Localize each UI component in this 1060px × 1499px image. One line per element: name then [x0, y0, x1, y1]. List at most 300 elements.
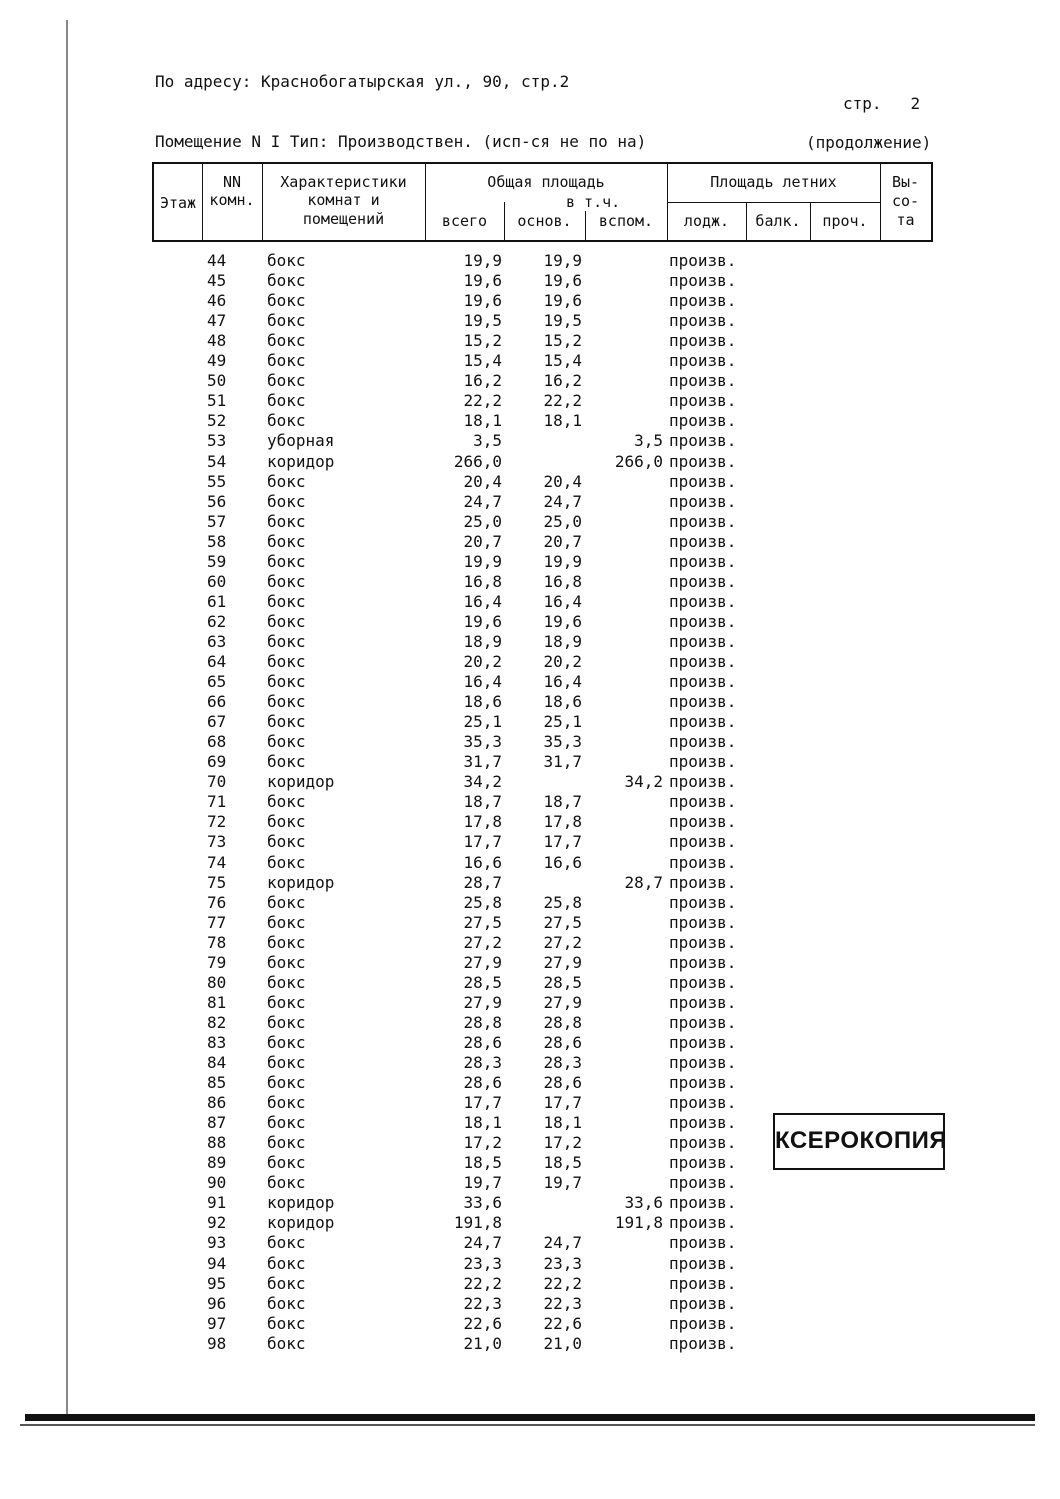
- room-number: 94: [207, 1253, 227, 1273]
- room-purpose: произв.: [669, 1133, 737, 1153]
- area-main: 22,2: [543, 391, 582, 411]
- room-type: бокс: [267, 611, 306, 631]
- room-type: бокс: [267, 1093, 306, 1113]
- room-purpose: произв.: [669, 531, 737, 551]
- room-number: 88: [207, 1133, 227, 1153]
- room-type: бокс: [267, 692, 306, 712]
- address-line: По адресу: Краснобогатырская ул., 90, стр.2: [155, 72, 570, 91]
- room-number: 62: [207, 611, 227, 631]
- area-main: 28,6: [543, 1032, 582, 1052]
- page-number-value: 2: [910, 94, 921, 113]
- room-purpose: произв.: [669, 732, 737, 752]
- area-main: 27,9: [543, 992, 582, 1012]
- room-purpose: произв.: [669, 1113, 737, 1133]
- area-total: 28,6: [463, 1032, 502, 1052]
- area-total: 24,7: [463, 491, 502, 511]
- room-type: бокс: [267, 411, 306, 431]
- col-main: основ.: [517, 212, 572, 230]
- area-main: 19,6: [543, 611, 582, 631]
- area-main: 25,1: [543, 712, 582, 732]
- area-main: 19,5: [543, 311, 582, 331]
- room-number: 49: [207, 351, 227, 371]
- room-purpose: произв.: [669, 692, 737, 712]
- room-type: бокс: [267, 1313, 306, 1333]
- area-total: 20,2: [463, 652, 502, 671]
- room-number: 77: [207, 912, 227, 932]
- area-aux: 34,2: [624, 772, 663, 792]
- room-type: бокс: [267, 331, 306, 351]
- area-total: 18,7: [463, 792, 502, 812]
- room-type: бокс: [267, 1173, 306, 1193]
- room-number: 59: [207, 551, 227, 571]
- area-main: 20,2: [543, 652, 582, 671]
- room-purpose: произв.: [669, 1073, 737, 1093]
- room-purpose: произв.: [669, 872, 737, 892]
- area-total: 35,3: [463, 732, 502, 752]
- room-type: бокс: [267, 992, 306, 1012]
- room-number: 81: [207, 992, 227, 1012]
- area-total: 19,9: [463, 551, 502, 571]
- area-main: 28,6: [543, 1073, 582, 1093]
- area-main: 28,8: [543, 1012, 582, 1032]
- bottom-rule-thin: [20, 1424, 1035, 1426]
- area-total: 16,8: [463, 571, 502, 591]
- room-number: 69: [207, 752, 227, 772]
- col-room-no-2: комн.: [209, 191, 255, 209]
- bottom-rule: [25, 1414, 1035, 1421]
- room-type: бокс: [267, 1333, 306, 1353]
- room-number: 48: [207, 331, 227, 351]
- col-height-1: Вы-: [891, 173, 920, 191]
- area-total: 191,8: [453, 1213, 502, 1233]
- area-total: 33,6: [463, 1193, 502, 1213]
- room-purpose: произв.: [669, 251, 737, 270]
- col-aux: вспом.: [598, 212, 654, 230]
- room-purpose: произв.: [669, 631, 737, 651]
- page-number: [843, 94, 920, 113]
- area-main: 21,0: [543, 1333, 582, 1353]
- room-purpose: произв.: [669, 471, 737, 491]
- room-purpose: произв.: [669, 1093, 737, 1113]
- room-number: 51: [207, 391, 227, 411]
- area-total: 18,6: [463, 692, 502, 712]
- area-main: 24,7: [543, 1233, 582, 1253]
- area-main: 27,5: [543, 912, 582, 932]
- room-number: 95: [207, 1273, 227, 1293]
- room-number: 96: [207, 1293, 227, 1313]
- room-number: 68: [207, 732, 227, 752]
- room-type: бокс: [267, 391, 306, 411]
- area-total: 17,2: [463, 1133, 502, 1153]
- room-type: коридор: [267, 772, 335, 792]
- room-number: 60: [207, 571, 227, 591]
- room-purpose: произв.: [669, 1333, 737, 1353]
- area-main: 24,7: [543, 491, 582, 511]
- room-type: бокс: [267, 832, 306, 852]
- room-number: 97: [207, 1313, 227, 1333]
- room-type: бокс: [267, 291, 306, 311]
- area-main: 20,4: [543, 471, 582, 491]
- room-type: бокс: [267, 1293, 306, 1313]
- area-main: 17,7: [543, 832, 582, 852]
- room-purpose: произв.: [669, 431, 737, 451]
- room-number: 73: [207, 832, 227, 852]
- room-type: бокс: [267, 251, 306, 270]
- room-purpose: произв.: [669, 451, 737, 471]
- room-number: 82: [207, 1012, 227, 1032]
- col-total: всего: [441, 212, 488, 230]
- room-type: бокс: [267, 712, 306, 732]
- area-main: 28,3: [543, 1053, 582, 1072]
- area-main: 22,6: [543, 1313, 582, 1333]
- room-type: бокс: [267, 311, 306, 331]
- room-type: бокс: [267, 972, 306, 992]
- area-total: 16,2: [463, 371, 502, 391]
- room-number: 92: [207, 1213, 227, 1233]
- area-main: 16,4: [543, 672, 582, 692]
- room-number: 47: [207, 311, 227, 331]
- area-total: 17,7: [463, 1093, 502, 1113]
- area-total: 28,3: [463, 1053, 502, 1072]
- room-type: бокс: [267, 591, 306, 611]
- room-number: 86: [207, 1093, 227, 1113]
- area-total: 16,4: [463, 591, 502, 611]
- area-main: 20,7: [543, 531, 582, 551]
- area-total: 27,5: [463, 912, 502, 932]
- col-chars-2: комнат и: [307, 191, 380, 209]
- room-type: бокс: [267, 531, 306, 551]
- area-total: 22,6: [463, 1313, 502, 1333]
- area-main: 19,9: [543, 251, 582, 270]
- area-total: 27,2: [463, 932, 502, 952]
- room-purpose: произв.: [669, 331, 737, 351]
- room-purpose: произв.: [669, 1213, 737, 1233]
- area-total: 28,8: [463, 1012, 502, 1032]
- area-total: 21,0: [463, 1333, 502, 1353]
- room-number: 46: [207, 291, 227, 311]
- room-purpose: произв.: [669, 932, 737, 952]
- room-type: бокс: [267, 271, 306, 291]
- room-number: 63: [207, 631, 227, 651]
- room-purpose: произв.: [669, 752, 737, 772]
- room-type: бокс: [267, 551, 306, 571]
- room-number: 61: [207, 591, 227, 611]
- room-purpose: произв.: [669, 391, 737, 411]
- room-number: 87: [207, 1113, 227, 1133]
- room-type: бокс: [267, 1233, 306, 1253]
- area-total: 3,5: [473, 431, 502, 451]
- area-total: 18,1: [463, 1113, 502, 1133]
- room-number: 75: [207, 872, 227, 892]
- room-type: коридор: [267, 1193, 335, 1213]
- area-total: 27,9: [463, 992, 502, 1012]
- area-main: 18,6: [543, 692, 582, 712]
- continuation-label: (продолжение): [806, 133, 932, 152]
- area-main: 15,2: [543, 331, 582, 351]
- room-purpose: произв.: [669, 1053, 737, 1072]
- room-purpose: произв.: [669, 491, 737, 511]
- area-main: 25,0: [543, 511, 582, 531]
- col-total-area: Общая площадь: [487, 173, 605, 191]
- area-total: 22,2: [463, 1273, 502, 1293]
- area-total: 28,6: [463, 1073, 502, 1093]
- area-main: 19,7: [543, 1173, 582, 1193]
- room-number: 74: [207, 852, 227, 872]
- room-type: коридор: [267, 872, 335, 892]
- room-number: 55: [207, 471, 227, 491]
- room-type: бокс: [267, 1032, 306, 1052]
- room-number: 50: [207, 371, 227, 391]
- room-type: коридор: [267, 1213, 335, 1233]
- area-total: 19,6: [463, 291, 502, 311]
- page-label: стр.: [843, 94, 882, 113]
- room-type: бокс: [267, 571, 306, 591]
- room-type: бокс: [267, 491, 306, 511]
- room-type: бокс: [267, 812, 306, 832]
- room-type: бокс: [267, 792, 306, 812]
- room-number: 45: [207, 271, 227, 291]
- room-purpose: произв.: [669, 1273, 737, 1293]
- area-total: 28,7: [463, 872, 502, 892]
- area-total: 18,9: [463, 631, 502, 651]
- area-main: 16,6: [543, 852, 582, 872]
- room-purpose: произв.: [669, 792, 737, 812]
- room-type: бокс: [267, 1113, 306, 1133]
- room-purpose: произв.: [669, 812, 737, 832]
- room-purpose: произв.: [669, 972, 737, 992]
- room-purpose: произв.: [669, 411, 737, 431]
- room-number: 65: [207, 672, 227, 692]
- area-main: 22,3: [543, 1293, 582, 1313]
- room-purpose: произв.: [669, 892, 737, 912]
- area-main: 35,3: [543, 732, 582, 752]
- room-type: бокс: [267, 752, 306, 772]
- col-height-2: со-: [891, 192, 920, 210]
- room-purpose: произв.: [669, 1233, 737, 1253]
- room-type: бокс: [267, 1073, 306, 1093]
- area-total: 28,5: [463, 972, 502, 992]
- col-height-3: та: [896, 211, 915, 229]
- room-number: 53: [207, 431, 227, 451]
- room-purpose: произв.: [669, 1253, 737, 1273]
- room-type: бокс: [267, 1153, 306, 1173]
- room-type: бокс: [267, 852, 306, 872]
- room-purpose: произв.: [669, 291, 737, 311]
- col-chars-1: Характеристики: [280, 173, 407, 191]
- area-aux: 28,7: [624, 872, 663, 892]
- room-number: 79: [207, 952, 227, 972]
- room-type: бокс: [267, 1053, 306, 1072]
- area-total: 22,2: [463, 391, 502, 411]
- area-main: 22,2: [543, 1273, 582, 1293]
- area-total: 24,7: [463, 1233, 502, 1253]
- area-total: 19,6: [463, 271, 502, 291]
- area-main: 27,9: [543, 952, 582, 972]
- area-total: 23,3: [463, 1253, 502, 1273]
- area-total: 266,0: [453, 451, 502, 471]
- room-purpose: произв.: [669, 1012, 737, 1032]
- room-type: бокс: [267, 732, 306, 752]
- room-type: бокс: [267, 1253, 306, 1273]
- room-purpose: произв.: [669, 912, 737, 932]
- area-total: 15,4: [463, 351, 502, 371]
- room-purpose: произв.: [669, 591, 737, 611]
- area-aux: 3,5: [634, 431, 663, 451]
- room-purpose: произв.: [669, 1153, 737, 1173]
- room-purpose: произв.: [669, 271, 737, 291]
- left-margin-line: [66, 20, 68, 1420]
- area-total: 31,7: [463, 752, 502, 772]
- area-total: 22,3: [463, 1293, 502, 1313]
- room-purpose: произв.: [669, 832, 737, 852]
- room-number: 76: [207, 892, 227, 912]
- col-floor: Этаж: [159, 194, 197, 212]
- area-aux: 191,8: [614, 1213, 663, 1233]
- room-purpose: произв.: [669, 772, 737, 792]
- col-summer-area: Площадь летних: [710, 173, 837, 191]
- room-type: бокс: [267, 652, 306, 671]
- area-main: 18,1: [543, 1113, 582, 1133]
- room-purpose: произв.: [669, 1173, 737, 1193]
- area-total: 25,8: [463, 892, 502, 912]
- room-purpose: произв.: [669, 611, 737, 631]
- area-aux: 266,0: [614, 451, 663, 471]
- room-type: бокс: [267, 471, 306, 491]
- room-type: бокс: [267, 631, 306, 651]
- room-type: бокс: [267, 912, 306, 932]
- table-header: [152, 162, 933, 242]
- room-number: 54: [207, 451, 227, 471]
- area-main: 18,9: [543, 631, 582, 651]
- room-purpose: произв.: [669, 1293, 737, 1313]
- room-number: 66: [207, 692, 227, 712]
- area-total: 16,6: [463, 852, 502, 872]
- col-incl: в т.ч.: [566, 193, 621, 211]
- room-number: 70: [207, 772, 227, 792]
- area-main: 17,2: [543, 1133, 582, 1153]
- area-total: 20,4: [463, 471, 502, 491]
- area-total: 15,2: [463, 331, 502, 351]
- room-number: 83: [207, 1032, 227, 1052]
- room-type: бокс: [267, 932, 306, 952]
- area-main: 18,7: [543, 792, 582, 812]
- area-total: 27,9: [463, 952, 502, 972]
- room-number: 56: [207, 491, 227, 511]
- area-main: 31,7: [543, 752, 582, 772]
- area-main: 17,7: [543, 1093, 582, 1113]
- area-main: 23,3: [543, 1253, 582, 1273]
- room-type: бокс: [267, 952, 306, 972]
- room-purpose: произв.: [669, 852, 737, 872]
- room-purpose: произв.: [669, 992, 737, 1012]
- room-purpose: произв.: [669, 551, 737, 571]
- room-number: 89: [207, 1153, 227, 1173]
- room-number: 44: [207, 251, 227, 270]
- area-total: 19,5: [463, 311, 502, 331]
- room-number: 52: [207, 411, 227, 431]
- room-type: бокс: [267, 511, 306, 531]
- room-number: 80: [207, 972, 227, 992]
- area-total: 19,9: [463, 251, 502, 270]
- room-type: бокс: [267, 672, 306, 692]
- area-total: 20,7: [463, 531, 502, 551]
- room-purpose: произв.: [669, 371, 737, 391]
- area-total: 25,0: [463, 511, 502, 531]
- area-total: 19,7: [463, 1173, 502, 1193]
- area-total: 18,5: [463, 1153, 502, 1173]
- room-type: бокс: [267, 1012, 306, 1032]
- room-number: 57: [207, 511, 227, 531]
- col-chars-3: помещений: [302, 210, 385, 228]
- area-total: 17,7: [463, 832, 502, 852]
- room-type: коридор: [267, 451, 335, 471]
- room-purpose: произв.: [669, 712, 737, 732]
- room-type: бокс: [267, 371, 306, 391]
- area-total: 19,6: [463, 611, 502, 631]
- col-other: проч.: [822, 212, 868, 230]
- room-purpose: произв.: [669, 1193, 737, 1213]
- room-purpose: произв.: [669, 571, 737, 591]
- area-main: 18,5: [543, 1153, 582, 1173]
- room-purpose: произв.: [669, 652, 737, 671]
- room-number: 71: [207, 792, 227, 812]
- room-number: 90: [207, 1173, 227, 1193]
- room-type: бокс: [267, 1273, 306, 1293]
- room-number: 67: [207, 712, 227, 732]
- room-type: уборная: [267, 431, 335, 451]
- area-main: 17,8: [543, 812, 582, 832]
- room-purpose: произв.: [669, 511, 737, 531]
- area-main: 28,5: [543, 972, 582, 992]
- room-number: 98: [207, 1333, 227, 1353]
- area-main: 18,1: [543, 411, 582, 431]
- room-type: бокс: [267, 1133, 306, 1153]
- room-type: бокс: [267, 892, 306, 912]
- room-type: бокс: [267, 351, 306, 371]
- room-purpose: произв.: [669, 952, 737, 972]
- area-total: 17,8: [463, 812, 502, 832]
- room-purpose: произв.: [669, 351, 737, 371]
- area-total: 25,1: [463, 712, 502, 732]
- area-main: 19,9: [543, 551, 582, 571]
- area-main: 15,4: [543, 351, 582, 371]
- area-main: 19,6: [543, 271, 582, 291]
- area-total: 16,4: [463, 672, 502, 692]
- area-main: 16,8: [543, 571, 582, 591]
- xerocopy-stamp: КСЕРОКОПИЯ: [773, 1113, 945, 1170]
- col-balcony: балк.: [755, 212, 801, 230]
- room-purpose: произв.: [669, 672, 737, 692]
- room-number: 84: [207, 1053, 227, 1072]
- room-number: 93: [207, 1233, 227, 1253]
- area-main: 16,2: [543, 371, 582, 391]
- room-purpose: произв.: [669, 1313, 737, 1333]
- area-total: 34,2: [463, 772, 502, 792]
- col-loggia: лодж.: [683, 212, 730, 230]
- area-main: 16,4: [543, 591, 582, 611]
- room-number: 58: [207, 531, 227, 551]
- col-room-no-1: NN: [222, 173, 242, 191]
- room-number: 72: [207, 812, 227, 832]
- area-main: 27,2: [543, 932, 582, 952]
- room-info: Помещение N I Тип: Производствен. (исп-ся не по на): [155, 132, 647, 151]
- area-main: 19,6: [543, 291, 582, 311]
- room-purpose: произв.: [669, 311, 737, 331]
- room-number: 78: [207, 932, 227, 952]
- room-number: 85: [207, 1073, 227, 1093]
- area-main: 25,8: [543, 892, 582, 912]
- room-number: 91: [207, 1193, 227, 1213]
